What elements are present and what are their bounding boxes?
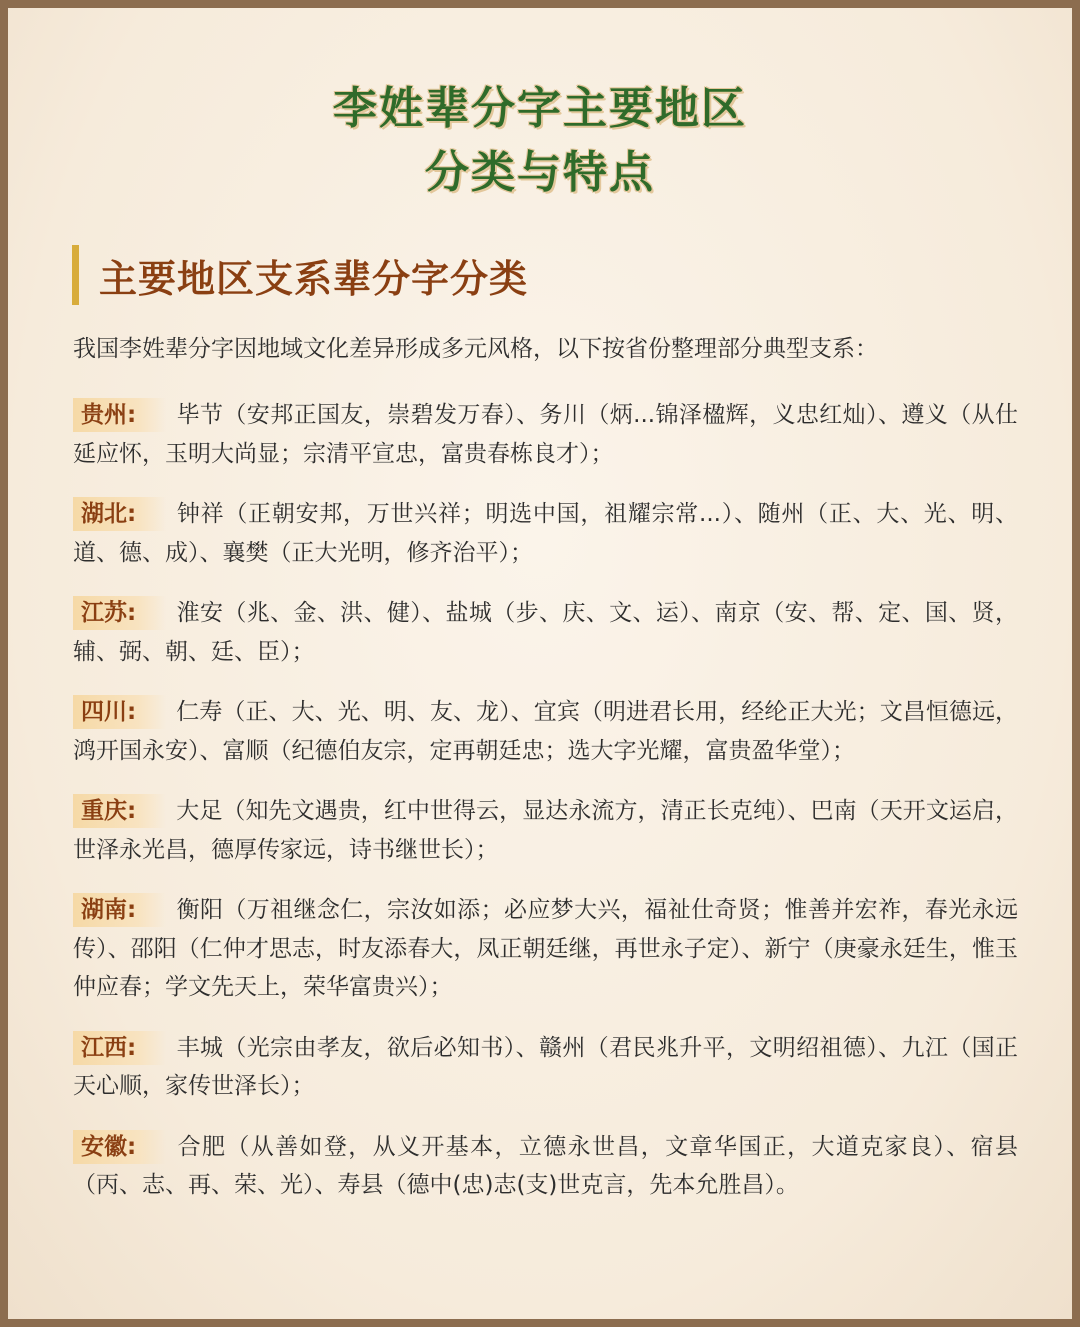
region-text: 大足（知先文遇贵，红中世得云，显达永流方，清正长克纯）、巴南（天开文运启，世泽永光昌，德厚传家远，诗书继世长）； xyxy=(73,798,1018,863)
region-entry-chongqing xyxy=(73,792,1018,869)
page-title-line1: 李姓辈分字主要地区 xyxy=(333,83,747,134)
region-entry-anhui xyxy=(73,1128,1018,1205)
region-label: 安徽: xyxy=(73,1130,166,1164)
region-entry-guizhou xyxy=(73,396,1018,473)
region-text: 钟祥（正朝安邦，万世兴祥；明选中国，祖耀宗常...）、随州（正、大、光、明、道、德、成）、襄樊（正大光明，修齐治平）； xyxy=(73,501,1018,566)
region-label: 贵州: xyxy=(73,398,166,432)
region-label: 四川: xyxy=(73,695,166,729)
section-title: 主要地区支系辈分字分类 xyxy=(99,256,529,301)
region-label: 湖北: xyxy=(73,497,166,531)
region-entry-hubei xyxy=(73,495,1018,572)
intro-paragraph: 我国李姓辈分字因地域文化差异形成多元风格，以下按省份整理部分典型支系： xyxy=(73,336,878,362)
region-label: 重庆: xyxy=(73,794,166,828)
region-label: 江苏: xyxy=(73,596,166,630)
page-frame xyxy=(8,8,1072,1319)
region-label: 江西: xyxy=(73,1031,166,1065)
region-entry-jiangxi xyxy=(73,1029,1018,1106)
section-accent-bar xyxy=(72,245,79,305)
region-label: 湖南: xyxy=(73,893,166,927)
page-title-line2: 分类与特点 xyxy=(425,147,655,198)
region-text: 合肥（从善如登，从义开基本，立德永世昌，文章华国正，大道克家良）、宿县（丙、志、再、荣、光）、寿县（德中(忠)志(支)世克言，先本允胜昌）。 xyxy=(73,1133,1018,1198)
region-entry-sichuan xyxy=(73,693,1018,770)
region-text: 毕节（安邦正国友，崇碧发万春）、务川（炳...锦泽楹辉，义忠红灿）、遵义（从仕延应怀，玉明大尚显；宗清平宣忠，富贵春栋良才）； xyxy=(73,402,1018,467)
region-entry-jiangsu xyxy=(73,594,1018,671)
region-text: 衡阳（万祖继念仁，宗汝如添；必应梦大兴，福祉仕奇贤；惟善并宏祚，春光永远传）、邵阳（仁仲才思志，时友添春大，凤正朝廷继，再世永子定）、新宁（庚豪永廷生，惟玉仲应春；学文先天上，荣华富贵兴）； xyxy=(73,897,1018,1000)
region-list xyxy=(73,396,1018,1227)
region-entry-hunan xyxy=(73,891,1018,1007)
section-header xyxy=(72,245,528,305)
region-text: 仁寿（正、大、光、明、友、龙）、宜宾（明进君长用，经纶正大光；文昌恒德远，鸿开国永安）、富顺（纪德伯友宗，定再朝廷忠；选大字光耀，富贵盈华堂）； xyxy=(73,699,1018,764)
region-text: 丰城（光宗由孝友，欲后必知书）、赣州（君民兆升平，文明绍祖德）、九江（国正天心顺，家传世泽长）； xyxy=(73,1034,1018,1099)
region-text: 淮安（兆、金、洪、健）、盐城（步、庆、文、运）、南京（安、帮、定、国、贤，辅、弼、朝、廷、臣）； xyxy=(73,600,1018,665)
